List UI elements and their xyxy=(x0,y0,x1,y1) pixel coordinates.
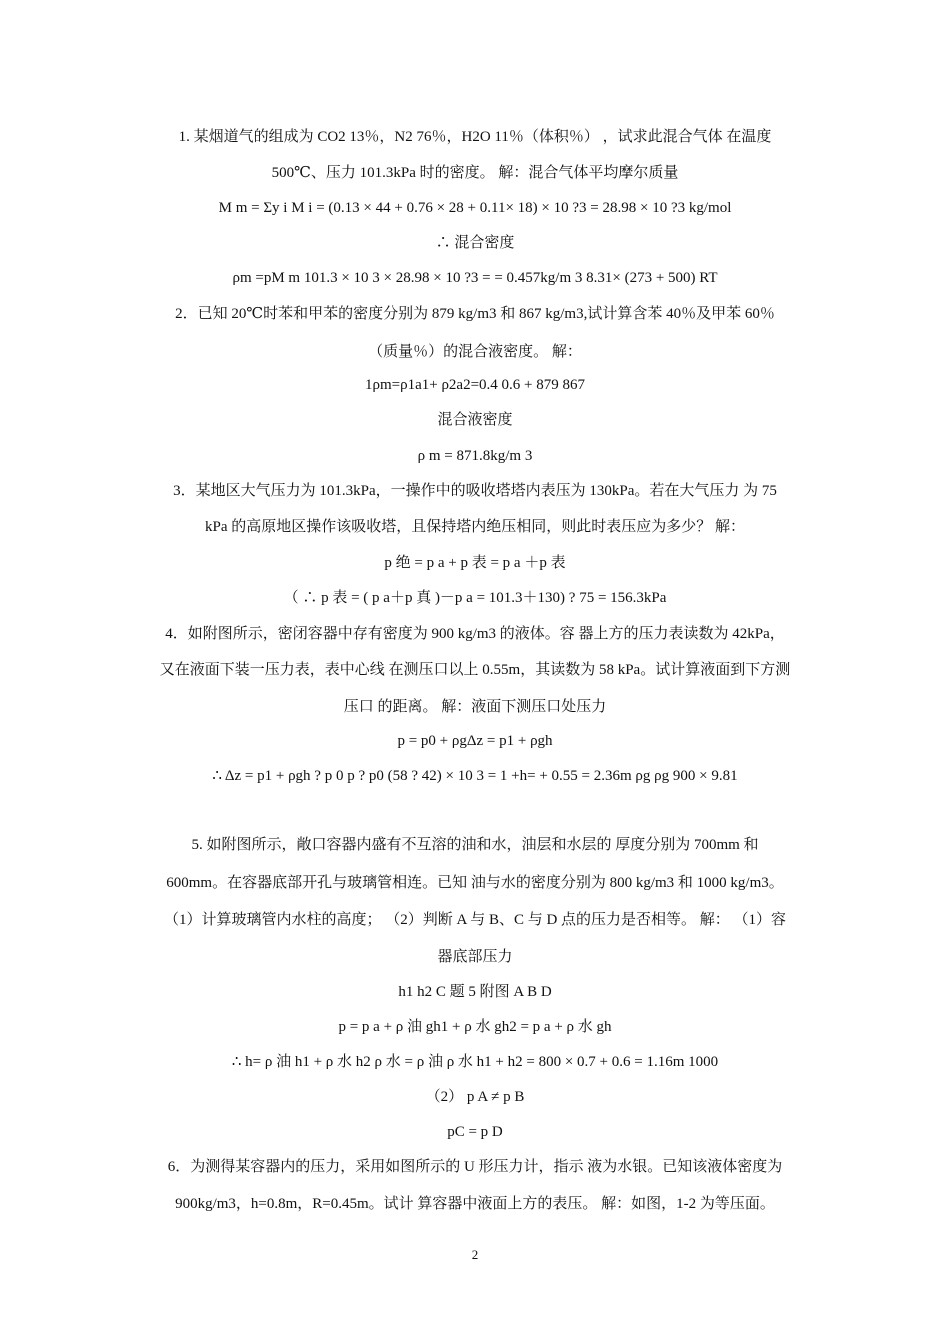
problem-3-line-1: 3．某地区大气压力为 101.3kPa，一操作中的吸收塔塔内表压为 130kPa。若在大气压力 为 75 xyxy=(173,483,777,499)
problem-1-formula-molar-mass: M m = Σy i M i = (0.13 × 44 + 0.76 × 28 + 0.11× 18) × 10 ?3 = 28.98 × 10 ?3 kg/mol xyxy=(218,200,732,216)
problem-3-formula-1: p 绝 = p a + p 表 = p a ＋p 表 xyxy=(384,555,566,571)
problem-1-line-1: 1. 某烟道气的组成为 CO2 13％，N2 76％，H2O 11％（体积％） ，试求此混合气体 在温度 xyxy=(178,129,772,145)
problem-4-formula-1: p = p0 + ρgΔz = p1 + ρgh xyxy=(397,733,553,749)
page-number: 2 xyxy=(471,1247,479,1262)
problem-5-formula-4: pC = p D xyxy=(447,1124,503,1140)
problem-4-line-3: 压口 的距离。 解：液面下测压口处压力 xyxy=(343,699,607,715)
problem-5-figure-labels: h1 h2 C 题 5 附图 A B D xyxy=(398,984,552,1000)
problem-5-formula-3: （2） p A ≠ p B xyxy=(425,1089,525,1105)
problem-5-line-1: 5. 如附图所示，敞口容器内盛有不互溶的油和水，油层和水层的 厚度分别为 700mm 和 xyxy=(191,837,759,853)
problem-5-line-3: （1）计算玻璃管内水柱的高度； （2）判断 A 与 B、C 与 D 点的压力是否相等。 解： （1）容 xyxy=(163,912,787,928)
problem-6-line-1: 6．为测得某容器内的压力，采用如图所示的 U 形压力计，指示 液为水银。已知该液体密度为 xyxy=(167,1159,783,1175)
problem-3-line-2: kPa 的高原地区操作该吸收塔，且保持塔内绝压相同，则此时表压应为多少？ 解： xyxy=(204,519,745,535)
problem-5-line-4: 器底部压力 xyxy=(437,949,513,965)
problem-4-formula-2: ∴ Δz = p1 + ρgh ? p 0 p ? p0 (58 ? 42) × 10 3 = 1 +h= + 0.55 = 2.36m ρg ρg 900 × 9.81 xyxy=(212,768,738,784)
problem-5-formula-1: p = p a + ρ 油 gh1 + ρ 水 gh2 = p a + ρ 水 gh xyxy=(338,1019,612,1035)
problem-2-result: ρ m = 871.8kg/m 3 xyxy=(417,448,533,464)
problem-1-line-4: ∴ 混合密度 xyxy=(435,235,515,251)
problem-2-line-4: 混合液密度 xyxy=(437,412,513,428)
problem-2-line-2: （质量％）的混合液密度。 解： xyxy=(368,344,582,360)
problem-5-formula-2: ∴ h= ρ 油 h1 + ρ 水 h2 ρ 水 = ρ 油 ρ 水 h1 + h2 = 800 × 0.7 + 0.6 = 1.16m 1000 xyxy=(231,1054,719,1070)
problem-2-formula-mix: 1ρm=ρ1a1+ ρ2a2=0.4 0.6 + 879 867 xyxy=(364,377,586,393)
problem-4-line-2: 又在液面下装一压力表，表中心线 在测压口以上 0.55m，其读数为 58 kPa。试计算液面到下方测 xyxy=(159,662,791,678)
problem-3-formula-2: （ ∴ p 表 = ( p a＋p 真 )－p a = 101.3＋130) ? 75 = 156.3kPa xyxy=(283,590,667,606)
problem-1-formula-density: ρm =pM m 101.3 × 10 3 × 28.98 × 10 ?3 = = 0.457kg/m 3 8.31× (273 + 500) RT xyxy=(232,270,718,286)
problem-1-line-2: 500℃、压力 101.3kPa 时的密度。 解：混合气体平均摩尔质量 xyxy=(271,165,679,181)
problem-5-line-2: 600mm。在容器底部开孔与玻璃管相连。已知 油与水的密度分别为 800 kg/m3 和 1000 kg/m3。 xyxy=(166,875,784,891)
problem-2-line-1: 2．已知 20℃时苯和甲苯的密度分别为 879 kg/m3 和 867 kg/m3,试计算含苯 40％及甲苯 60％ xyxy=(175,306,775,322)
problem-6-line-2: 900kg/m3，h=0.8m，R=0.45m。试计 算容器中液面上方的表压。 解：如图，1-2 为等压面。 xyxy=(175,1196,775,1212)
problem-4-line-1: 4．如附图所示，密闭容器中存有密度为 900 kg/m3 的液体。容 器上方的压力表读数为 42kPa， xyxy=(165,626,785,642)
